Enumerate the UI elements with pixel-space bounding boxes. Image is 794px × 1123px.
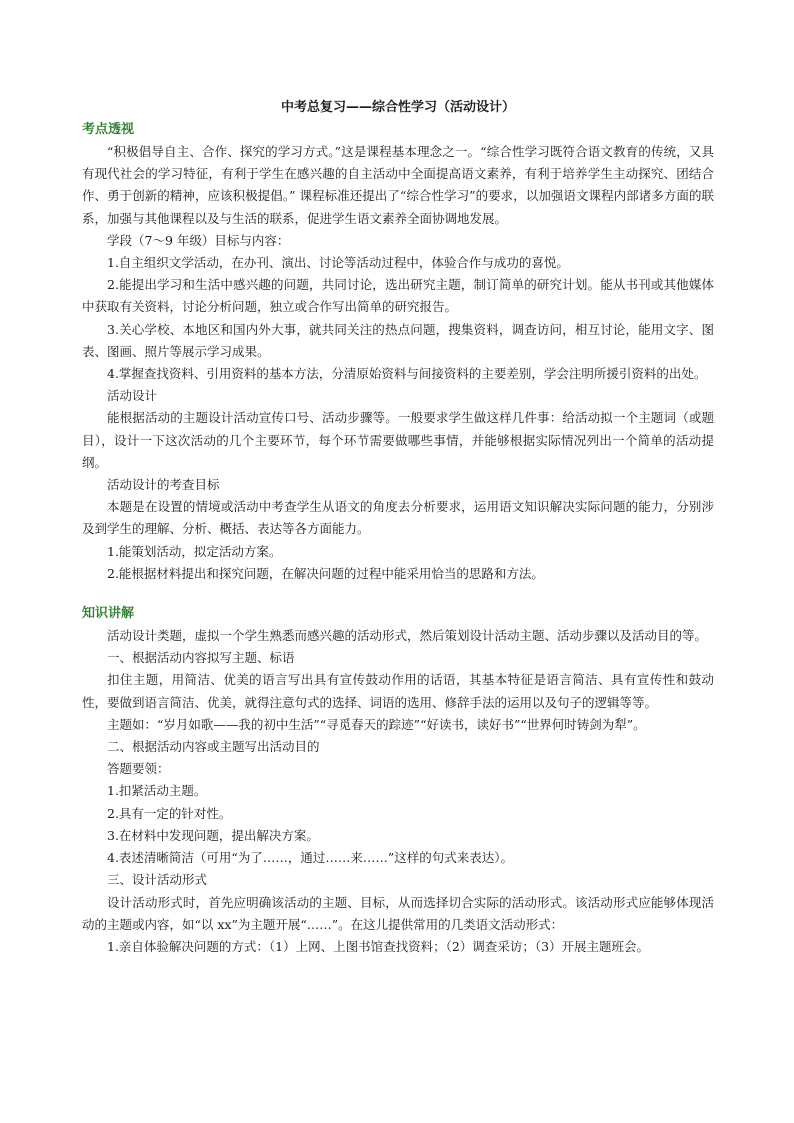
paragraph: 扣住主题，用简洁、优美的语言写出具有宣传鼓动作用的话语，其基本特征是语言简洁、具有宣传性和鼓动性，要做到语言简洁、优美，就得注意句式的选择、词语的选用、修辞手法的运用以及句子的逻辑等等。 — [82, 672, 714, 710]
subheading: 活动设计的考查目标 — [107, 477, 220, 493]
list-item: 3.关心学校、本地区和国内外大事，就共同关注的热点问题，搜集资料，调查访问，相互讨论，能用文字、图表、图画、照片等展示学习成果。 — [82, 321, 714, 359]
document-page — [82, 97, 714, 958]
subheading: 一、根据活动内容拟写主题、标语 — [107, 650, 295, 666]
subheading: 三、设计活动形式 — [107, 872, 208, 888]
list-item: 1.自主组织文学活动，在办刊、演出、讨论等活动过程中，体验合作与成功的喜悦。 — [107, 255, 569, 271]
list-item: 1.能策划活动，拟定活动方案。 — [107, 543, 282, 559]
paragraph: “积极倡导自主、合作、探究的学习方式。”这是课程基本理念之一。“综合性学习既符合语文教育的传统，又具有现代社会的学习特征，有利于学生在感兴趣的自主活动中全面提高语文素养，有利于培养学生主动探究、团结合作、勇于创新的精神，应该积极提倡。” 课程标准还提出了“综合性学习”的要求，以加强语文课程内部诸多方面的联系，加强与其他课程以及与生活的联系，促进学生语文素养全面协调地发展。 — [82, 144, 714, 226]
list-item: 4.掌握查找资料、引用资料的基本方法，分清原始资料与间接资料的主要差别，学会注明所援引资料的出处。 — [107, 366, 707, 382]
list-item: 2.能根据材料提出和探究问题，在解决问题的过程中能采用恰当的思路和方法。 — [107, 565, 544, 581]
paragraph: 学段（7～9 年级）目标与内容： — [107, 232, 290, 248]
section-heading-overview: 考点透视 — [82, 122, 135, 137]
list-item: 1.扣紧活动主题。 — [107, 783, 207, 799]
paragraph: 设计活动形式时，首先应明确该活动的主题、目标，从而选择切合实际的活动形式。该活动形式应能够体现活动的主题或内容，如“以 xx”为主题开展“……”。在这儿提供常用的几类语文活动形式： — [82, 894, 714, 932]
document-title: 中考总复习——综合性学习（活动设计） — [280, 100, 515, 115]
paragraph: 本题是在设置的情境或活动中考查学生从语文的角度去分析要求，运用语文知识解决实际问题的能力，分别涉及到学生的理解、分析、概括、表达等各方面能力。 — [82, 499, 714, 537]
list-item: 3.在材料中发现问题，提出解决方案。 — [107, 827, 319, 843]
list-item: 1.亲自体验解决问题的方式：（1）上网、上图书馆查找资料；（2）调查采访；（3）开展主题班会。 — [107, 938, 650, 954]
list-item: 2.能提出学习和生活中感兴趣的问题，共同讨论，选出研究主题，制订简单的研究计划。能从书刊或其他媒体中获取有关资料，讨论分析问题，独立或合作写出简单的研究报告。 — [82, 277, 714, 315]
subheading: 活动设计 — [107, 388, 158, 404]
paragraph: 答题要领： — [107, 761, 170, 777]
section-heading-knowledge: 知识讲解 — [82, 606, 135, 622]
list-item: 2.具有一定的针对性。 — [107, 805, 232, 821]
subheading: 二、根据活动内容或主题写出活动目的 — [107, 739, 320, 755]
paragraph: 活动设计类题，虚拟一个学生熟悉而感兴趣的活动形式，然后策划设计活动主题、活动步骤以及活动目的等。 — [107, 628, 708, 644]
paragraph: 主题如：“岁月如歌——我的初中生活”“寻觅春天的踪迹”“好读书，读好书”“世界何时铸剑为犁”。 — [107, 716, 646, 732]
list-item: 4.表述清晰简洁（可用“为了……，通过……来……”这样的句式来表达）。 — [107, 850, 513, 866]
paragraph: 能根据活动的主题设计活动宣传口号、活动步骤等。一般要求学生做这样几件事：给活动拟一个主题词（或题目），设计一下这次活动的几个主要环节，每个环节需要做哪些事情，并能够根据实际情况列出一个简单的活动提纲。 — [82, 410, 714, 470]
